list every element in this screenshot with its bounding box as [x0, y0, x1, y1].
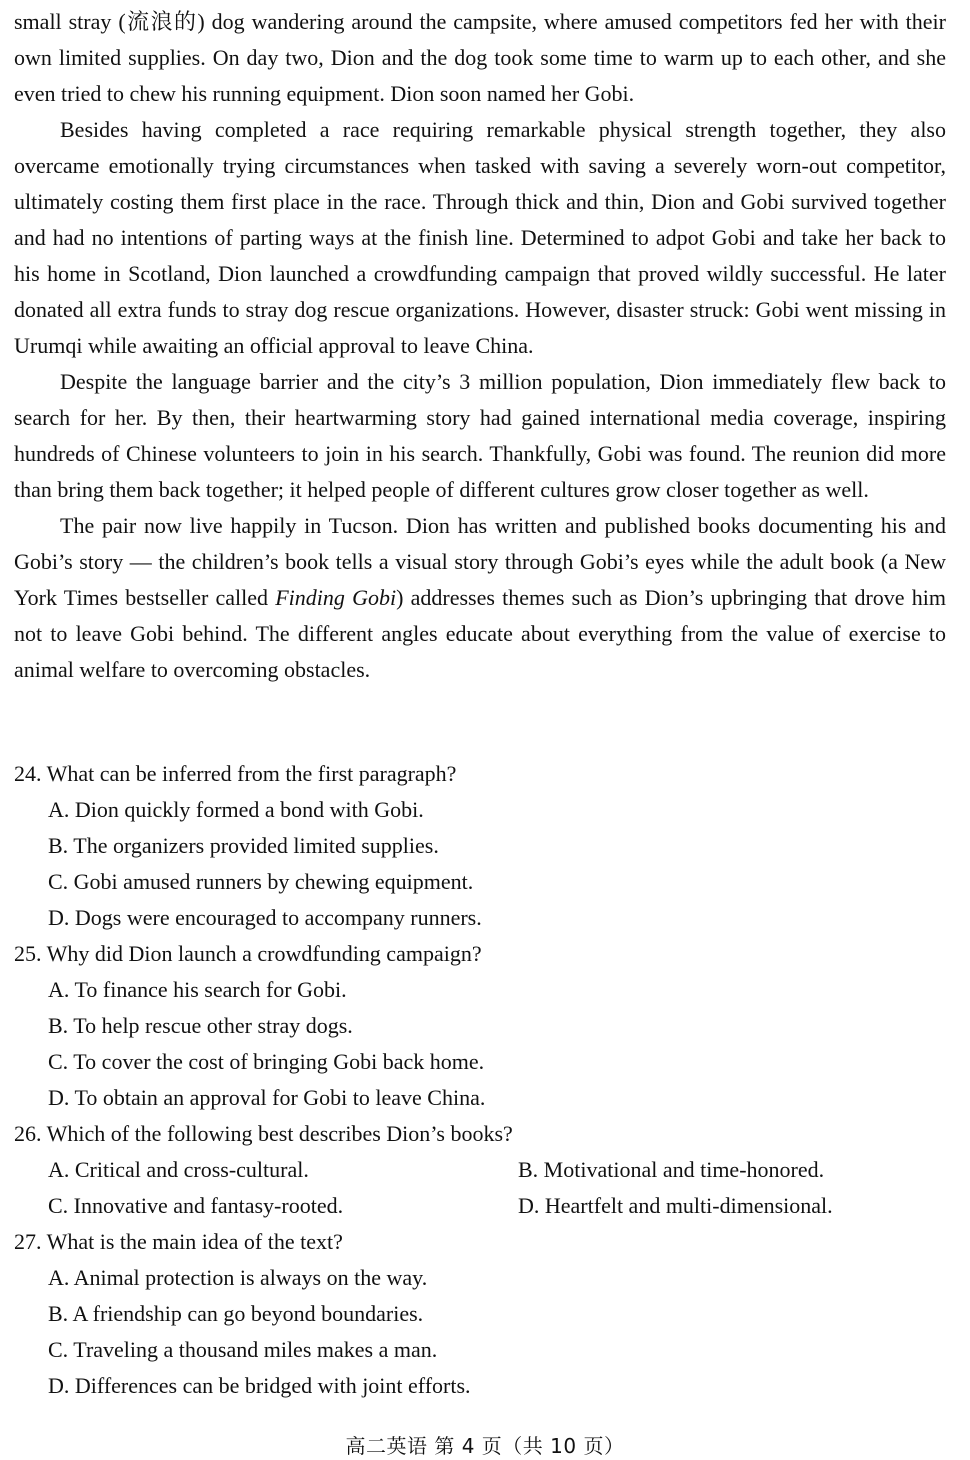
- reading-passage: [14, 4, 946, 688]
- option-b: B. The organizers provided limited supplies.: [48, 833, 439, 858]
- option-a: A. Dion quickly formed a bond with Gobi.: [48, 797, 424, 822]
- option-b: B. To help rescue other stray dogs.: [48, 1013, 353, 1038]
- questions-section: [14, 756, 954, 1404]
- option-c: C. Innovative and fantasy-rooted.: [48, 1193, 344, 1218]
- paragraph-4-text-b: ) addresses themes such as Dion’s upbringing that drove him not to leave Gobi behind. The different angles educate about everything from the value of exercise to animal welfare to overcoming obstacles.: [14, 585, 946, 682]
- option-b: B. A friendship can go beyond boundaries.: [48, 1301, 424, 1326]
- book-title: Finding Gobi: [275, 585, 397, 610]
- paragraph-4-text-a: The pair now live happily in Tucson. Dion has written and published books documenting his and Gobi’s story — the children’s book tells a visual story through Gobi’s eyes while the adult book (a New York Times bestseller called: [14, 513, 946, 610]
- option-d: D. To obtain an approval for Gobi to leave China.: [48, 1085, 486, 1110]
- option-a: A. Critical and cross-cultural.: [48, 1157, 309, 1182]
- option-b: B. Motivational and time-honored.: [518, 1157, 825, 1182]
- option-c: C. To cover the cost of bringing Gobi back home.: [48, 1049, 485, 1074]
- question-27: [14, 1224, 954, 1404]
- option-c: C. Gobi amused runners by chewing equipment.: [48, 869, 474, 894]
- option-d: D. Differences can be bridged with joint efforts.: [48, 1373, 471, 1398]
- question-25: [14, 936, 954, 1116]
- option-d: D. Dogs were encouraged to accompany runners.: [48, 905, 482, 930]
- option-a: A. To finance his search for Gobi.: [48, 977, 347, 1002]
- option-c: C. Traveling a thousand miles makes a man.: [48, 1337, 438, 1362]
- options-grid: [48, 1152, 954, 1224]
- option-d: D. Heartfelt and multi-dimensional.: [518, 1193, 833, 1218]
- paragraph-3: Despite the language barrier and the city’s 3 million population, Dion immediately flew back to search for her. By then, their heartwarming story had gained international media coverage, inspiring hundreds of Chinese volunteers to join in his search. Thankfully, Gobi was found. The reunion did more than bring them back together; it helped people of different cultures grow closer together as well.: [14, 369, 946, 502]
- question-stem: 25. Why did Dion launch a crowdfunding campaign?: [14, 941, 482, 966]
- question-24: [14, 756, 954, 936]
- question-stem: 27. What is the main idea of the text?: [14, 1229, 343, 1254]
- paragraph-2: Besides having completed a race requiring remarkable physical strength together, they also overcame emotionally trying circumstances when tasked with saving a severely worn-out competitor, ultimately costing them first place in the race. Through thick and thin, Dion and Gobi survived together and had no intentions of parting ways at the finish line. Determined to adpot Gobi and take her back to his home in Scotland, Dion launched a crowdfunding campaign that proved wildly successful. He later donated all extra funds to stray dog rescue organizations. However, disaster struck: Gobi went missing in Urumqi while awaiting an official approval to leave China.: [14, 117, 946, 358]
- question-26: [14, 1116, 954, 1224]
- question-stem: 26. Which of the following best describes Dion’s books?: [14, 1121, 513, 1146]
- paragraph-1: small stray (流浪的) dog wandering around the campsite, where amused competitors fed her with their own limited supplies. On day two, Dion and the dog took some time to warm up to each other, and she even tried to chew his running equipment. Dion soon named her Gobi.: [14, 9, 946, 106]
- question-stem: 24. What can be inferred from the first paragraph?: [14, 761, 457, 786]
- option-a: A. Animal protection is always on the way.: [48, 1265, 428, 1290]
- paragraph-4: [14, 508, 946, 688]
- page-footer: 高二英语 第 4 页（共 10 页）: [345, 1434, 625, 1458]
